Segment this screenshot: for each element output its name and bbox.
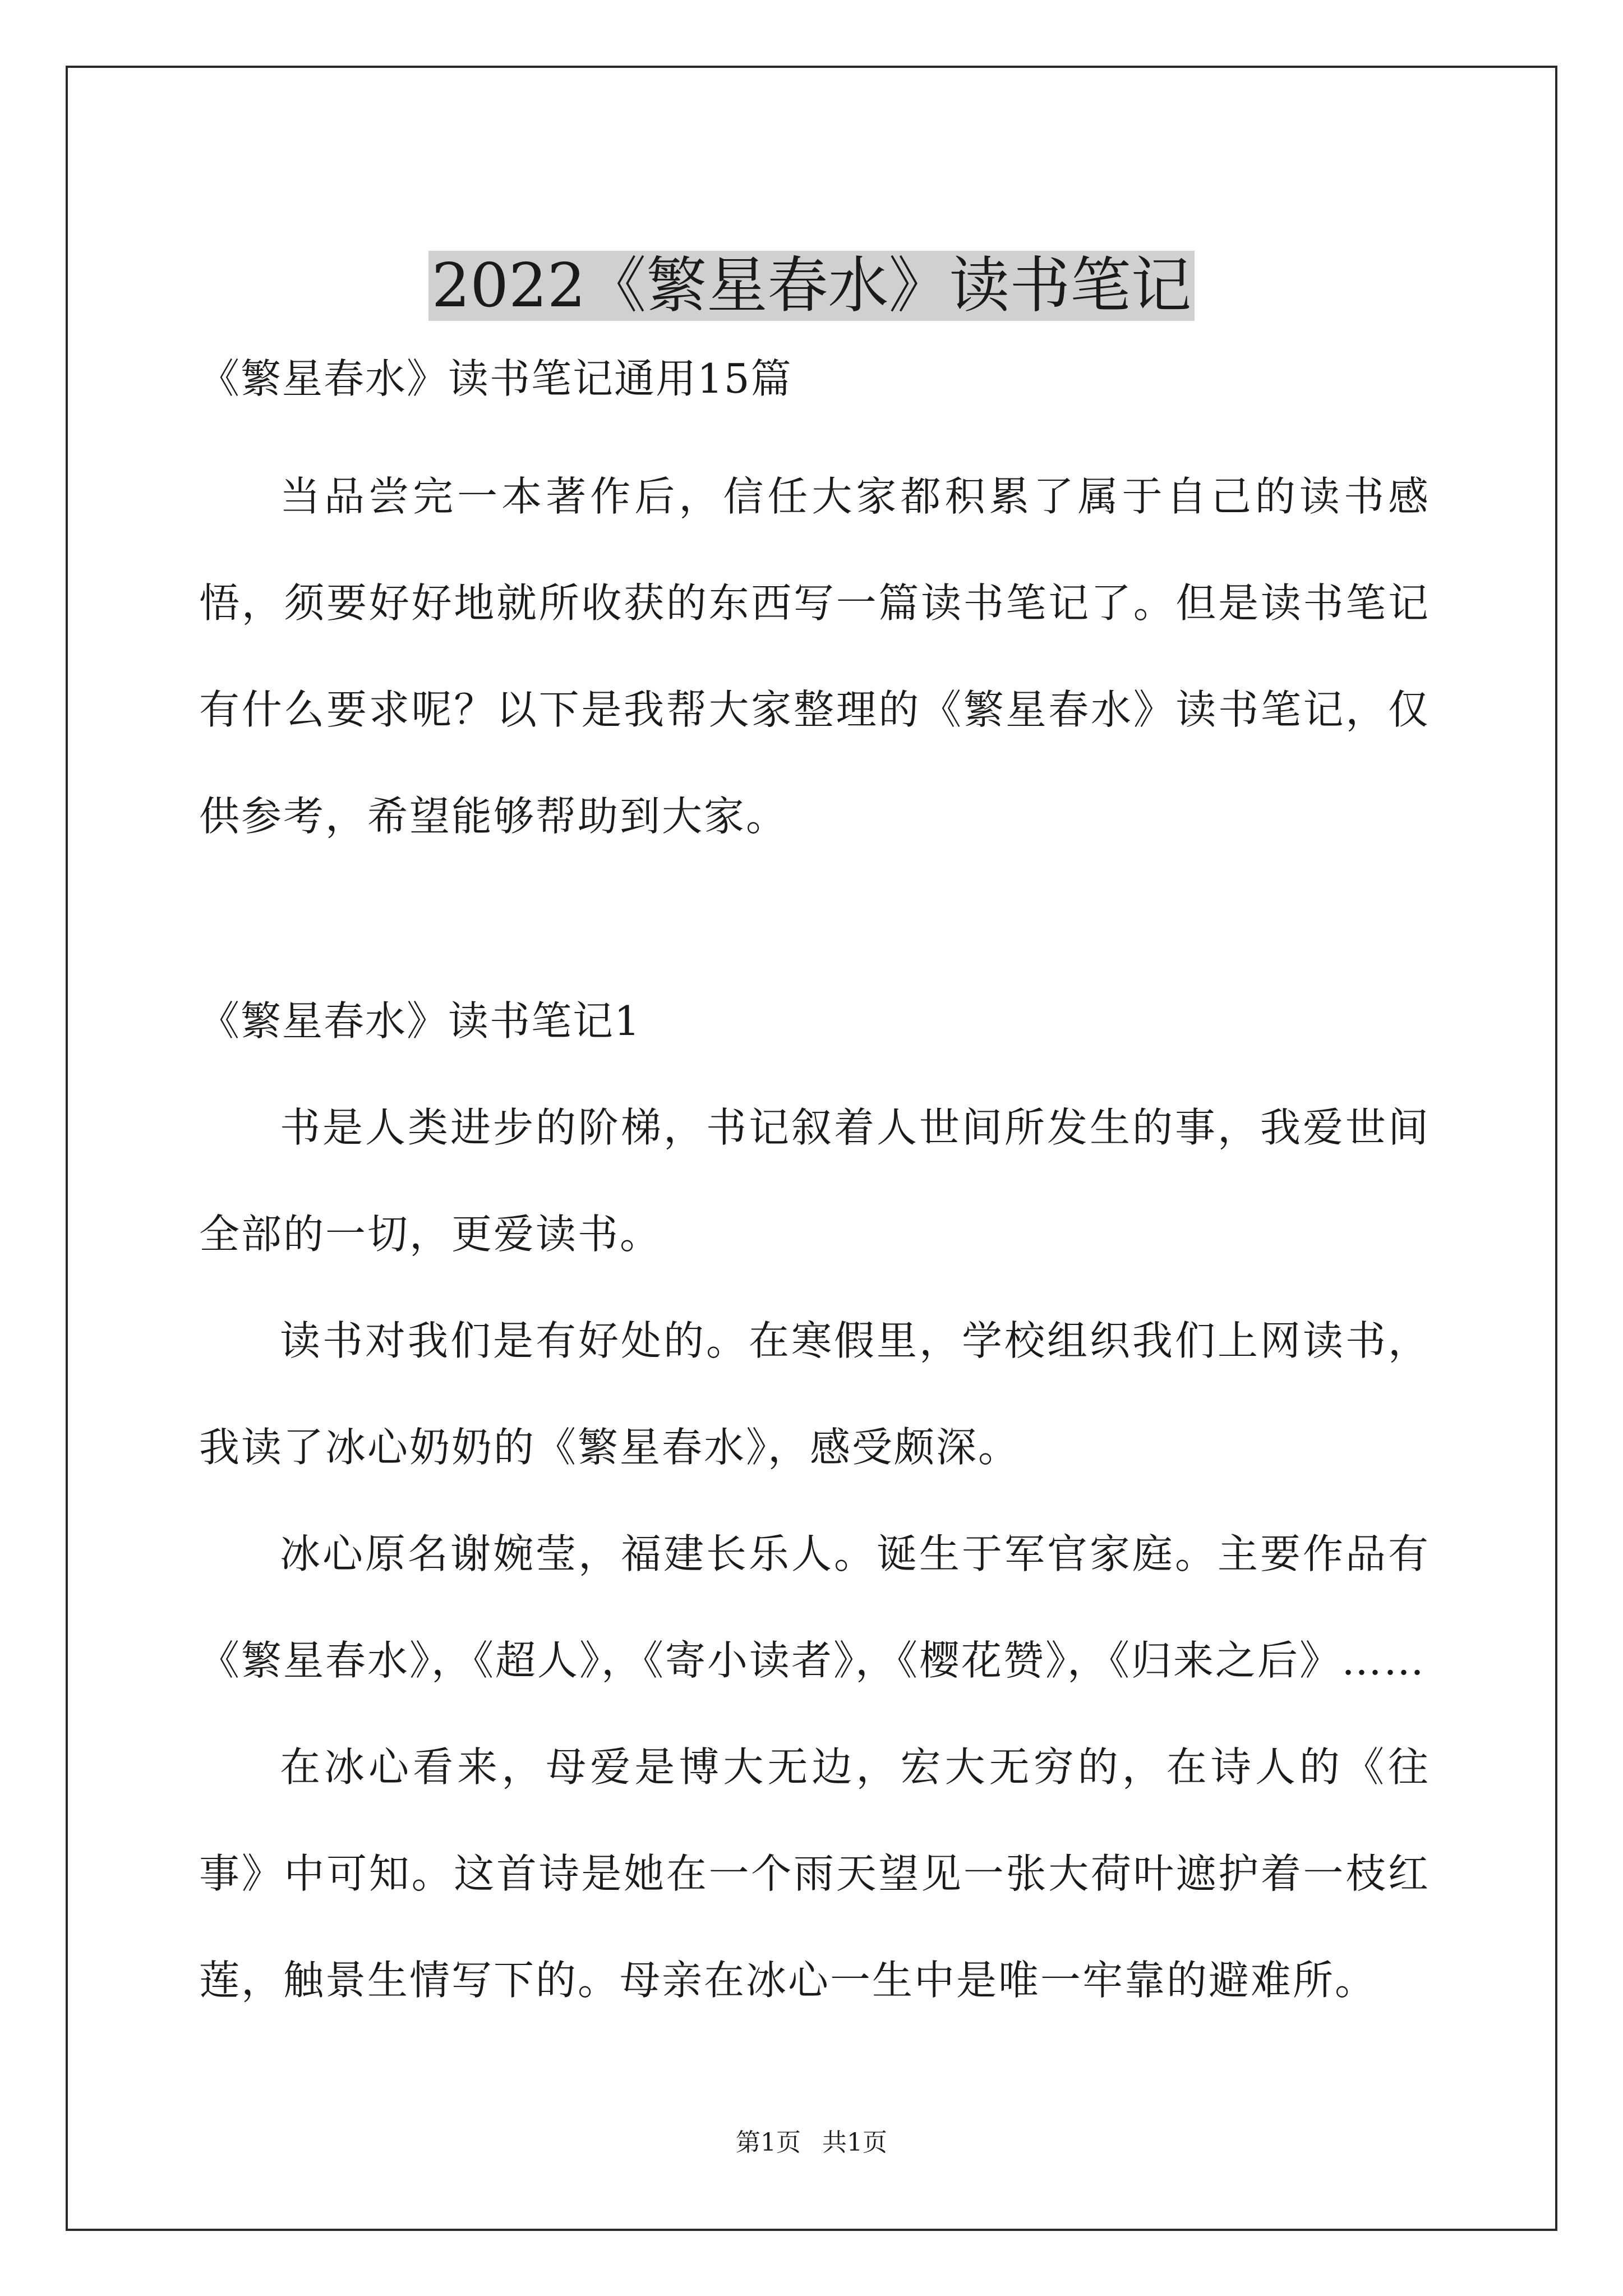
page-total: 共1页 bbox=[822, 2128, 887, 2157]
section-heading: 《繁星春水》读书笔记1 bbox=[199, 997, 641, 1045]
title-text: 2022《繁星春水》读书笔记 bbox=[428, 251, 1195, 321]
intro-section bbox=[199, 443, 1430, 869]
intro-paragraph: 当品尝完一本著作后，信任大家都积累了属于自己的读书感悟，须要好好地就所收获的东西写一篇读书笔记了。但是读书笔记有什么要求呢？以下是我帮大家整理的《繁星春水》读书笔记，仅供参考，希望能够帮助到大家。 bbox=[199, 473, 1430, 840]
body-paragraph-4: 在冰心看来，母爱是博大无边，宏大无穷的，在诗人的《往事》中可知。这首诗是她在一个雨天望见一张大荷叶遮护着一枝红莲，触景生情写下的。母亲在冰心一生中是唯一牢靠的避难所。 bbox=[199, 1743, 1430, 2004]
document-title bbox=[0, 247, 1623, 325]
body-paragraph-1: 书是人类进步的阶梯，书记叙着人世间所发生的事，我爱世间全部的一切，更爱读书。 bbox=[199, 1104, 1430, 1258]
document-subtitle: 《繁星春水》读书笔记通用15篇 bbox=[199, 355, 792, 402]
body-paragraph-2: 读书对我们是有好处的。在寒假里，学校组织我们上网读书，我读了冰心奶奶的《繁星春水》，感受颇深。 bbox=[199, 1317, 1430, 1471]
page-number: 第1页 bbox=[736, 2128, 801, 2157]
body-section bbox=[199, 1074, 1430, 2033]
page-footer bbox=[0, 2126, 1623, 2160]
body-paragraph-3: 冰心原名谢婉莹，福建长乐人。诞生于军官家庭。主要作品有《繁星春水》，《超人》，《寄小读者》，《樱花赞》，《归来之后》…… bbox=[199, 1530, 1430, 1684]
